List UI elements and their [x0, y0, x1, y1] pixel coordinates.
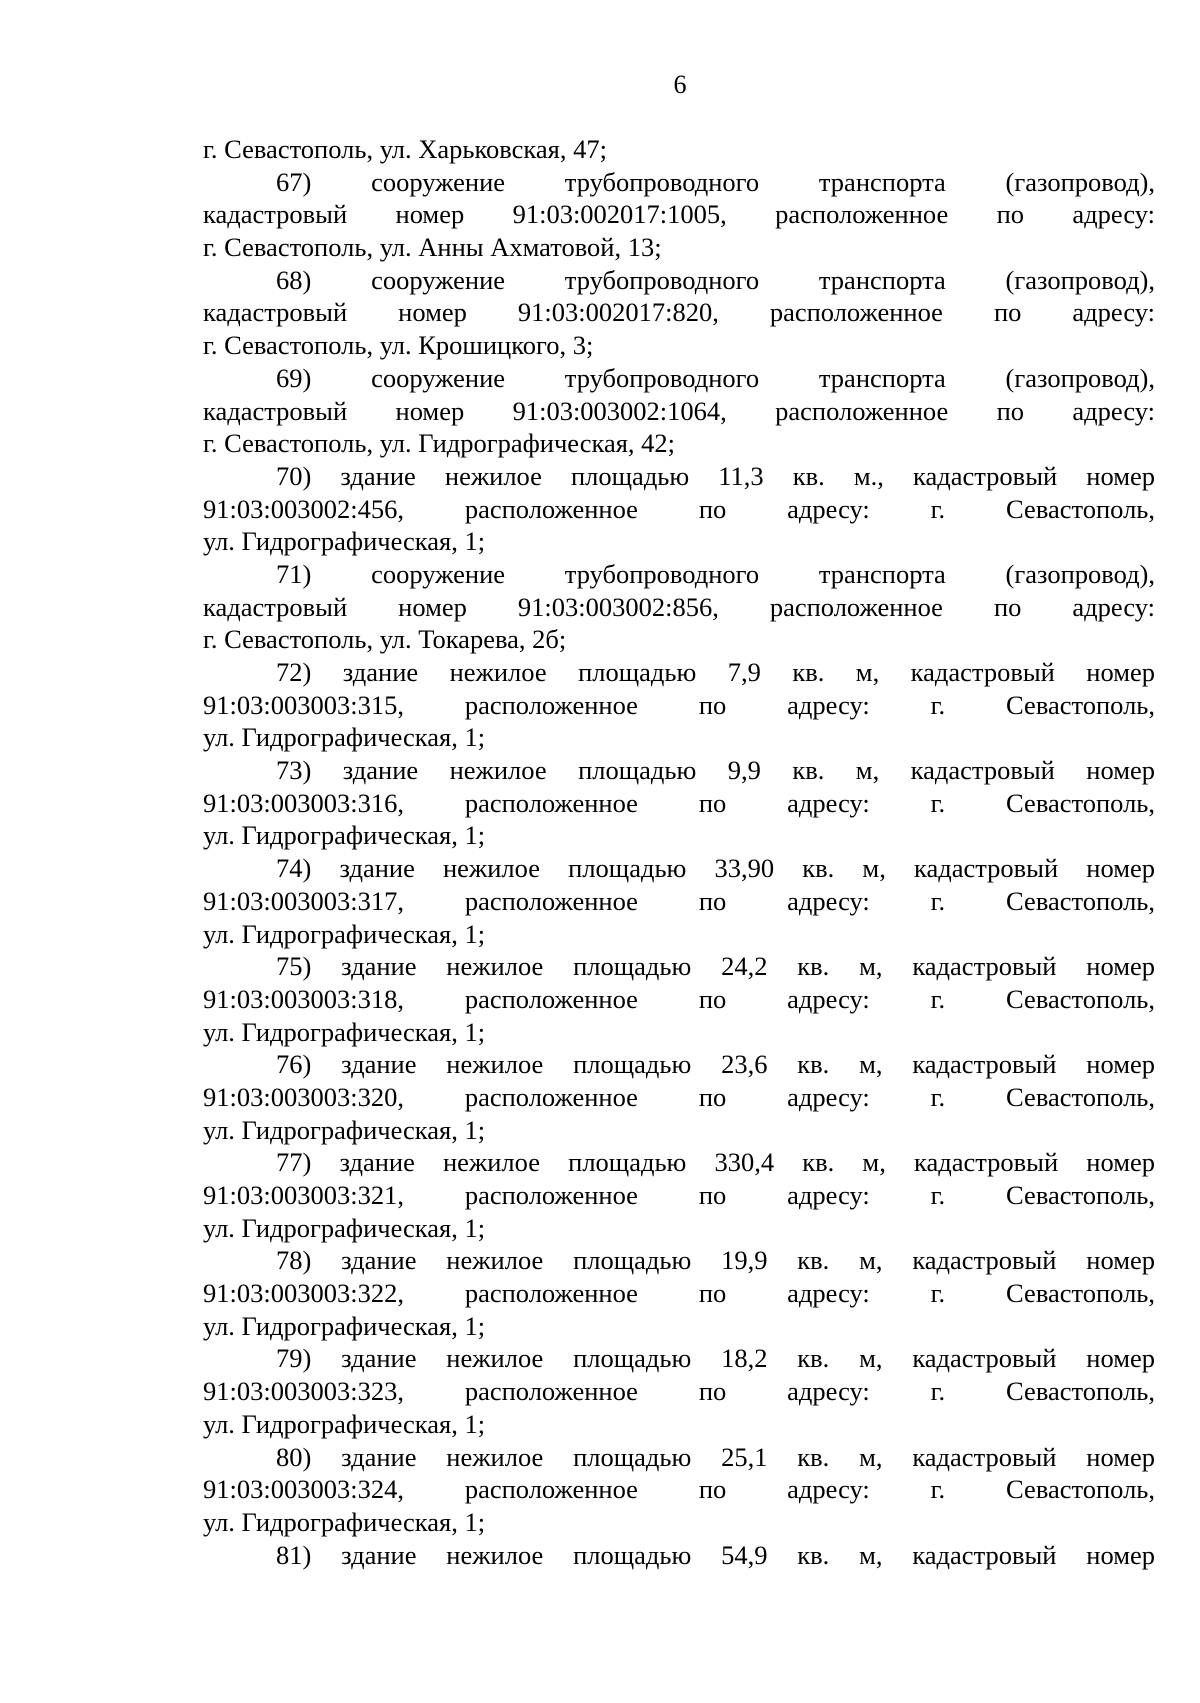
- list-item: [203, 558, 1155, 656]
- list-item-line: кадастровый номер 91:03:003002:856, расположенное по адресу:: [203, 591, 1155, 622]
- list-item-first-line: 70) здание нежилое площадью 11,3 кв. м., кадастровый номер: [276, 460, 1155, 491]
- list-item-first-line: 81) здание нежилое площадью 54,9 кв. м, кадастровый номер: [276, 1539, 1155, 1570]
- list-item-line: кадастровый номер 91:03:003002:1064, расположенное по адресу:: [203, 395, 1155, 426]
- list-item-line: г. Севастополь, ул. Анны Ахматовой, 13;: [203, 232, 662, 263]
- list-item-line: ул. Гидрографическая, 1;: [203, 526, 486, 557]
- list-item-first-line: 74) здание нежилое площадью 33,90 кв. м, кадастровый номер: [276, 853, 1155, 884]
- list-item-line: ул. Гидрографическая, 1;: [203, 1310, 486, 1341]
- list-item: [203, 754, 1155, 852]
- page-number: [0, 70, 1200, 100]
- list-item: [203, 950, 1155, 1048]
- list-item-line: ул. Гидрографическая, 1;: [203, 1016, 486, 1047]
- list-item-line: ул. Гидрографическая, 1;: [203, 1114, 486, 1145]
- list-item-line: 91:03:003003:324, расположенное по адресу: г. Севастополь,: [203, 1474, 1155, 1505]
- list-item-line: ул. Гидрографическая, 1;: [203, 918, 486, 949]
- list-item: [203, 1244, 1155, 1342]
- list-item-line: кадастровый номер 91:03:002017:820, расположенное по адресу:: [203, 297, 1155, 328]
- list-item-line: г. Севастополь, ул. Гидрографическая, 42;: [203, 428, 676, 459]
- continuation-line: г. Севастополь, ул. Харьковская, 47;: [203, 134, 607, 164]
- list-item-line: 91:03:003003:315, расположенное по адресу: г. Севастополь,: [203, 689, 1155, 720]
- list-item-first-line: 75) здание нежилое площадью 24,2 кв. м, кадастровый номер: [276, 951, 1155, 982]
- list-item-first-line: 69) сооружение трубопроводного транспорта (газопровод),: [276, 362, 1155, 393]
- list-item-line: ул. Гидрографическая, 1;: [203, 820, 486, 851]
- list-item-line: 91:03:003002:456, расположенное по адресу: г. Севастополь,: [203, 493, 1155, 524]
- list-item: [203, 460, 1155, 558]
- list-item-line: 91:03:003003:317, расположенное по адресу: г. Севастополь,: [203, 885, 1155, 916]
- list-item: [203, 1146, 1155, 1244]
- list-item-first-line: 78) здание нежилое площадью 19,9 кв. м, кадастровый номер: [276, 1245, 1155, 1276]
- list-item-line: ул. Гидрографическая, 1;: [203, 1408, 486, 1439]
- page-number-text: 6: [673, 70, 687, 99]
- list-item-first-line: 79) здание нежилое площадью 18,2 кв. м, кадастровый номер: [276, 1343, 1155, 1374]
- list-item-first-line: 68) сооружение трубопроводного транспорта (газопровод),: [276, 264, 1155, 295]
- list-item: [203, 166, 1155, 264]
- list-item-line: 91:03:003003:318, расположенное по адресу: г. Севастополь,: [203, 983, 1155, 1014]
- list-item: [203, 1048, 1155, 1146]
- list-item-line: ул. Гидрографическая, 1;: [203, 1506, 486, 1537]
- list-item-line: г. Севастополь, ул. Крошицкого, 3;: [203, 330, 594, 361]
- list-item: [203, 362, 1155, 460]
- list-item-first-line: 67) сооружение трубопроводного транспорта (газопровод),: [276, 166, 1155, 197]
- list-item-line: 91:03:003003:321, расположенное по адресу: г. Севастополь,: [203, 1180, 1155, 1210]
- document-body: [203, 133, 1155, 1571]
- list-item-line: ул. Гидрографическая, 1;: [203, 1212, 486, 1243]
- list-item-line: ул. Гидрографическая, 1;: [203, 722, 486, 753]
- list-item-line: 91:03:003003:316, расположенное по адресу: г. Севастополь,: [203, 787, 1155, 818]
- list-item: [203, 852, 1155, 950]
- list-item: [203, 264, 1155, 362]
- list-item: [203, 656, 1155, 754]
- list-item: [203, 1342, 1155, 1440]
- list-item-first-line: 73) здание нежилое площадью 9,9 кв. м, кадастровый номер: [276, 755, 1155, 786]
- list-item-first-line: 72) здание нежилое площадью 7,9 кв. м, кадастровый номер: [276, 657, 1155, 687]
- list-item: [203, 1539, 1155, 1572]
- list-item-first-line: 77) здание нежилое площадью 330,4 кв. м, кадастровый номер: [276, 1147, 1155, 1178]
- list-item-line: кадастровый номер 91:03:002017:1005, расположенное по адресу:: [203, 199, 1155, 230]
- list-item-line: г. Севастополь, ул. Токарева, 2б;: [203, 624, 567, 655]
- list-item-line: 91:03:003003:322, расположенное по адресу: г. Севастополь,: [203, 1278, 1155, 1309]
- list-item-first-line: 76) здание нежилое площадью 23,6 кв. м, кадастровый номер: [276, 1049, 1155, 1080]
- list-item: [203, 1441, 1155, 1539]
- list-item-line: 91:03:003003:323, расположенное по адресу: г. Севастополь,: [203, 1376, 1155, 1407]
- list-item-first-line: 80) здание нежилое площадью 25,1 кв. м, кадастровый номер: [276, 1441, 1155, 1472]
- list-item-line: 91:03:003003:320, расположенное по адресу: г. Севастополь,: [203, 1081, 1155, 1112]
- list-item-first-line: 71) сооружение трубопроводного транспорта (газопровод),: [276, 558, 1155, 589]
